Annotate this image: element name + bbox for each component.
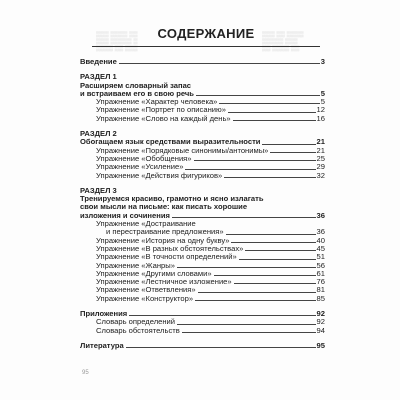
dot-leader: [194, 160, 316, 161]
toc-entry-label: Упражнение «Лестничное изложение»: [96, 277, 232, 287]
toc-page-number: 5: [320, 97, 325, 107]
section-subtitle[interactable]: Расширяем словарный запас: [80, 80, 192, 90]
toc-page-number: 32: [316, 170, 325, 180]
bleed-through-text: ▒▒▒ ▒▒ ▒▒▒▒ ▒▒▒▒▒ ▒▒▒ ▒▒ ▒▒▒▒ ▒▒: [262, 32, 304, 52]
toc-page-number: 40: [316, 235, 325, 245]
dot-leader: [126, 347, 316, 348]
dot-leader: [172, 217, 316, 218]
dot-leader: [231, 242, 315, 243]
page-footer-number: 95: [82, 370, 89, 376]
toc-page-number: 81: [316, 285, 325, 295]
toc-entry-label: Упражнение «Порядковые синонимы/антонимы»: [96, 145, 269, 155]
toc-entry-literature[interactable]: [80, 342, 325, 350]
dot-leader: [228, 112, 316, 113]
table-of-contents: [80, 58, 325, 350]
toc-page-number: 29: [316, 162, 325, 172]
toc-page-number: 92: [316, 309, 325, 319]
toc-page-number: 76: [316, 277, 325, 287]
dot-leader: [270, 152, 315, 153]
section-heading: РАЗДЕЛ 3: [80, 185, 117, 195]
dot-leader: [214, 275, 316, 276]
toc-page-number: 21: [316, 145, 325, 155]
toc-page-number: 12: [316, 105, 325, 115]
toc-page-number: 95: [316, 340, 325, 350]
toc-entry-label: и перестраивание предложения»: [106, 227, 224, 237]
toc-entry-label: Приложения: [80, 309, 128, 319]
toc-page-number: 21: [316, 137, 325, 147]
toc-entry-label: Упражнение «Характер человека»: [96, 97, 218, 107]
toc-page-number: 36: [316, 210, 325, 220]
dot-leader: [198, 292, 316, 293]
dot-leader: [226, 234, 316, 235]
toc-page-number: 25: [316, 153, 325, 163]
toc-page-number: 56: [316, 260, 325, 270]
toc-entry-first-line[interactable]: Упражнение «Достраивание: [96, 219, 196, 229]
toc-entry-label: Упражнение «Портрет по описанию»: [96, 105, 226, 115]
toc-page-number: 92: [316, 317, 325, 327]
toc-entry-label: Словарь определений: [96, 317, 176, 327]
page-title: СОДЕРЖАНИЕ: [157, 26, 255, 41]
toc-entry-label: Упражнение «Слово на каждый день»: [96, 113, 231, 123]
toc-entry-label: Упражнение «Жанры»: [96, 260, 175, 270]
dot-leader: [219, 103, 319, 104]
title-underline: [92, 46, 320, 47]
section-subtitle: и встраиваем его в свою речь: [80, 88, 194, 98]
section-subtitle[interactable]: свои мысли на письме: как писать хорошие: [80, 202, 248, 212]
section-subtitle: изложения и сочинения: [80, 210, 170, 220]
dot-leader: [224, 177, 315, 178]
dot-leader: [239, 259, 316, 260]
dot-leader: [119, 63, 320, 64]
toc-entry-label: Упражнение «Конструктор»: [96, 293, 194, 303]
toc-entry-label: Введение: [80, 57, 117, 66]
toc-entry[interactable]: [80, 115, 325, 123]
section-heading: РАЗДЕЛ 2: [80, 129, 117, 139]
toc-entry-label: Упражнение «Усиление»: [96, 162, 184, 172]
toc-page-number: 3: [320, 57, 325, 66]
toc-page-number: 85: [316, 293, 325, 303]
dot-leader: [182, 332, 316, 333]
dot-leader: [195, 300, 315, 301]
toc-page-number: 94: [316, 325, 325, 335]
toc-entry-label: Упражнение «Действия фигуриков»: [96, 170, 223, 180]
toc-page-number: 5: [320, 88, 325, 98]
section-subtitle: Обогащаем язык средствами выразительности: [80, 137, 261, 147]
toc-entry-label: Упражнение «История на одну букву»: [96, 235, 230, 245]
dot-leader: [234, 283, 316, 284]
toc-page-number: 16: [316, 113, 325, 123]
toc-entry[interactable]: [80, 295, 325, 303]
dot-leader: [129, 315, 315, 316]
toc-entry[interactable]: [80, 172, 325, 180]
toc-entry-label: Литература: [80, 340, 124, 350]
dot-leader: [245, 250, 315, 251]
toc-entry-label: Упражнение «В разных обстоятельствах»: [96, 243, 244, 253]
dot-leader: [177, 324, 316, 325]
toc-entry[interactable]: [80, 327, 325, 335]
dot-leader: [185, 169, 315, 170]
dot-leader: [262, 144, 315, 145]
toc-page-number: 36: [316, 227, 325, 237]
section-subtitle[interactable]: Тренируемся красиво, грамотно и ясно излагать: [80, 194, 264, 204]
toc-entry-label: Словарь обстоятельств: [96, 325, 180, 335]
toc-entry-label: Упражнение «Обобщения»: [96, 153, 192, 163]
toc-page-number: 45: [316, 243, 325, 253]
dot-leader: [177, 267, 316, 268]
toc-page-number: 51: [316, 252, 325, 262]
toc-entry-label: Упражнение «В точности определений»: [96, 252, 237, 262]
toc-page-number: 61: [316, 268, 325, 278]
bleed-through-text: ▒▒▒ ▒▒▒▒ ▒▒ ▒▒▒ ▒▒▒▒▒ ▒ ▒▒▒▒ ▒▒ ▒▒▒: [96, 32, 138, 52]
toc-entry-label: Упражнение «Ответвления»: [96, 285, 196, 295]
toc-entry-intro[interactable]: [80, 58, 325, 66]
dot-leader: [233, 120, 316, 121]
dot-leader: [196, 95, 320, 96]
section-heading: РАЗДЕЛ 1: [80, 72, 117, 82]
toc-entry-label: Упражнение «Другими словами»: [96, 268, 212, 278]
